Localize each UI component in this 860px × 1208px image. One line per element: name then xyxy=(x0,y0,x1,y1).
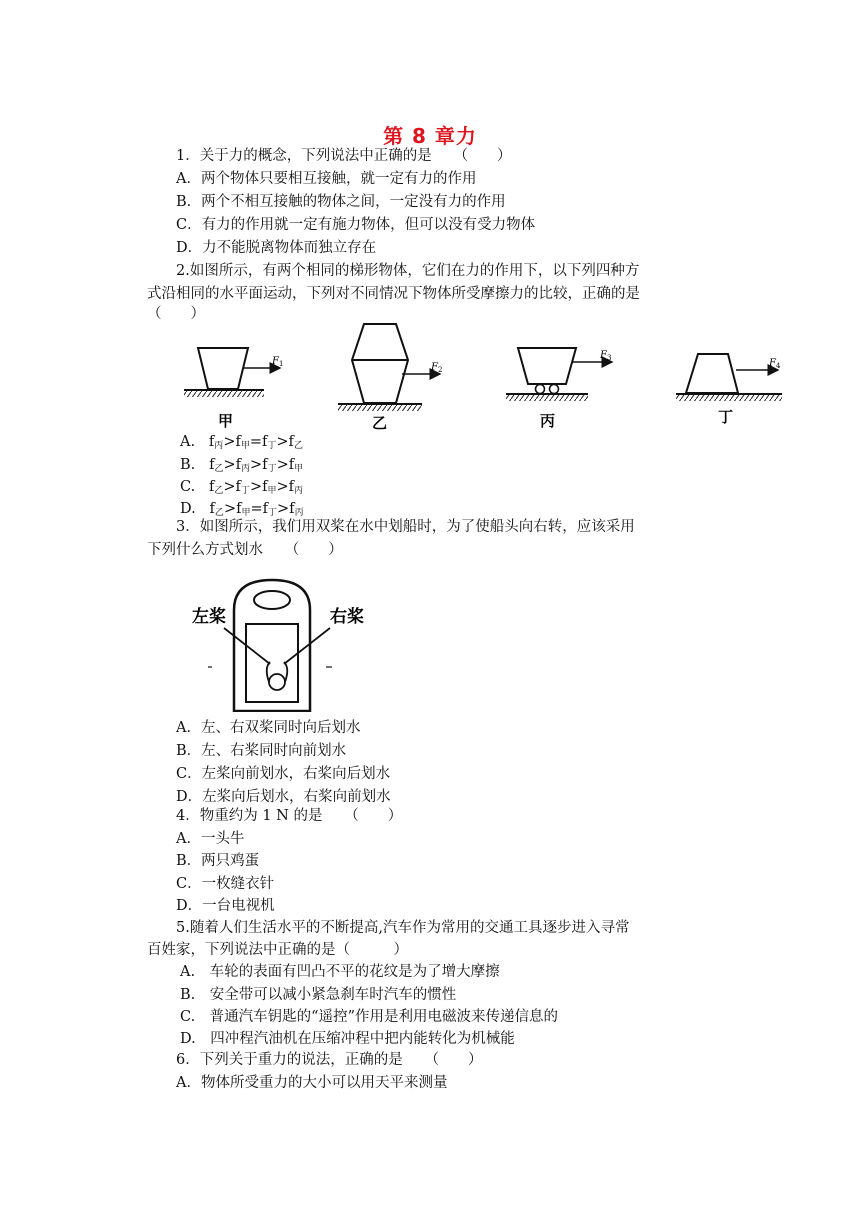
caption-bing: 丙 xyxy=(540,412,556,430)
q3-stem-line2: 下列什么方式划水 （ ） xyxy=(147,542,343,558)
q2-stem-line3: （ ） xyxy=(147,306,205,322)
q1-option-a: A．两个物体只要相互接触，就一定有力的作用 xyxy=(176,171,477,187)
figure-yi xyxy=(338,324,442,432)
right-oar xyxy=(284,628,330,664)
q1-stem: 1．关于力的概念，下列说法中正确的是 （ ） xyxy=(176,148,512,164)
caption-yi: 乙 xyxy=(372,414,388,432)
q3-option-a: A．左、右双桨同时向后划水 xyxy=(176,720,361,736)
f2-sub: 2 xyxy=(438,366,443,374)
q4-option-c: C．一枚缝衣针 xyxy=(176,876,275,892)
q4-stem: 4．物重约为 1 N 的是 （ ） xyxy=(176,808,403,824)
q3-option-b: B．左、右桨同时向前划水 xyxy=(176,743,347,759)
q6-stem: 6．下列关于重力的说法，正确的是 （ ） xyxy=(176,1052,483,1068)
f4-label: F xyxy=(769,358,776,369)
q6-option-a: A．物体所受重力的大小可以用天平来测量 xyxy=(176,1075,448,1091)
boat-cabin xyxy=(246,624,298,702)
caption-jia: 甲 xyxy=(218,412,234,430)
q5-option-a: A. 车轮的表面有凹凸不平的花纹是为了增大摩擦 xyxy=(180,964,500,980)
q3-option-c: C．左桨向前划水，右桨向后划水 xyxy=(176,766,391,782)
page-title: 第 8 章力 xyxy=(383,124,477,148)
rower-head xyxy=(269,674,285,690)
q4-option-a: A．一头牛 xyxy=(176,831,245,847)
figure-bing xyxy=(506,348,612,430)
f1-sub: 1 xyxy=(279,360,284,368)
q5-option-b: B. 安全带可以减小紧急刹车时汽车的惯性 xyxy=(180,987,457,1003)
f4-sub: 4 xyxy=(776,362,781,370)
q5-option-d: D. 四冲程汽油机在压缩冲程中把内能转化为机械能 xyxy=(180,1031,515,1047)
q5-stem-line2: 百姓家，下列说法中正确的是（ ） xyxy=(147,942,408,958)
q2-option-d: D. $f_乙>f_甲=f_丁>f_丙$ xyxy=(180,501,304,518)
f3-sub: 3 xyxy=(607,354,612,362)
f2-label: F xyxy=(431,362,438,373)
left-oar-label: 左桨 xyxy=(192,607,226,627)
f3-label: F xyxy=(600,350,607,361)
q2-stem-line1: 2.如图所示，有两个相同的梯形物体，它们在力的作用下，以下列四种方 xyxy=(176,263,640,279)
q2-option-a: A. $f_丙>f_甲=f_丁>f_乙$ xyxy=(180,434,303,451)
q1-option-b: B．两个不相互接触的物体之间，一定没有力的作用 xyxy=(176,194,506,210)
q2-option-b: B. $f_乙>f_丙>f_丁>f_甲$ xyxy=(180,457,304,474)
q4-option-d: D．一台电视机 xyxy=(176,898,275,914)
figure-jia xyxy=(184,348,283,430)
boat-figure xyxy=(186,576,386,712)
q4-option-b: B．两只鸡蛋 xyxy=(176,853,260,869)
q3-stem-line1: 3．如图所示，我们用双桨在水中划船时，为了使船头向右转，应该采用 xyxy=(176,519,635,535)
q2-option-c: C. $f_乙>f_丁>f_甲>f_丙$ xyxy=(180,479,304,496)
friction-figure xyxy=(176,322,796,434)
caption-ding: 丁 xyxy=(718,408,734,426)
right-oar-label: 右桨 xyxy=(330,607,364,627)
figure-ding xyxy=(676,354,782,426)
q3-option-d: D．左桨向后划水，右桨向前划水 xyxy=(176,789,391,805)
q5-option-c: C. 普通汽车钥匙的“遥控”作用是利用电磁波来传递信息的 xyxy=(180,1009,559,1025)
f1-label: F xyxy=(272,356,279,367)
q5-stem-line1: 5.随着人们生活水平的不断提高,汽车作为常用的交通工具逐步进入寻常 xyxy=(176,920,630,936)
boat-bow-ring xyxy=(254,591,290,609)
q2-stem-line2: 式沿相同的水平面运动，下列对不同情况下物体所受摩擦力的比较，正确的是 xyxy=(147,286,640,302)
q1-option-d: D．力不能脱离物体而独立存在 xyxy=(176,240,377,256)
q1-option-c: C．有力的作用就一定有施力物体，但可以没有受力物体 xyxy=(176,217,536,233)
